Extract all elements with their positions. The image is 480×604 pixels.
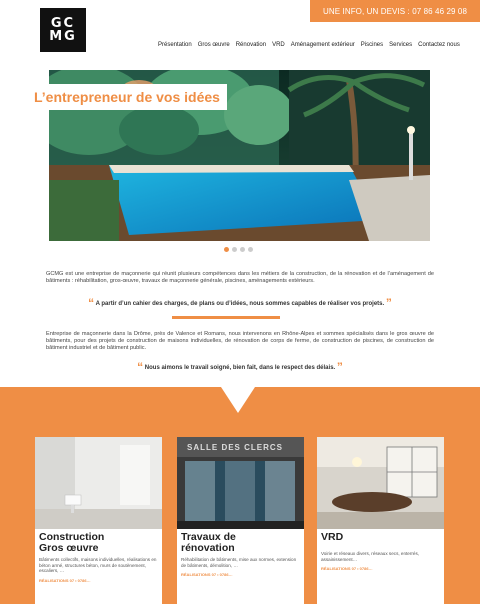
main-nav (158, 42, 460, 48)
intro-quote-1 (60, 296, 420, 310)
slider-dot-4[interactable] (248, 247, 253, 252)
band-notch (221, 387, 255, 413)
slider-dots (224, 247, 253, 252)
hero-title: L’entrepreneur de vos idées (27, 84, 227, 110)
quote-open-icon: “ (88, 296, 95, 310)
card-construction-text: Bâtiments collectifs, maisons individuelles, réalisations en béton armé, structures béton, murs de soutènement, escaliers, … (39, 557, 157, 574)
card-renovation-text: Réhabilitation de bâtiments, mise aux normes, extension de bâtiments, démolition, … (181, 557, 297, 568)
card-renovation-tag[interactable]: RÉALISATIONS 07 • 0786… (181, 572, 233, 578)
card-vrd-tag[interactable]: RÉALISATIONS 07 • 0786… (321, 566, 373, 572)
intro-paragraph-1: GCMG est une entreprise de maçonnerie qui réunit plusieurs compétences dans les métiers de la construction, de la rénovation et de l’aménagement de bâtiments : réhabilitation, gros-œuvre, travaux de maçonnerie générale, piscines, aménagements extérieurs. (46, 271, 434, 284)
card-renovation-title-line2: rénovation (181, 542, 235, 554)
nav-item-vrd[interactable]: VRD (272, 42, 285, 48)
logo-line-2: MG (49, 29, 77, 44)
card-construction-title-line1: Construction (39, 531, 105, 543)
nav-item-services[interactable]: Services (389, 42, 413, 48)
card-construction-tag[interactable]: RÉALISATIONS 07 • 0786… (39, 577, 91, 583)
card-construction[interactable] (35, 437, 162, 604)
card-construction-title-line2: Gros œuvre (39, 542, 99, 554)
intro-quote-2 (60, 360, 420, 374)
contact-banner[interactable]: UNE INFO, UN DEVIS : 07 86 46 29 08 (310, 0, 480, 22)
nav-item-presentation[interactable]: Présentation (158, 42, 192, 48)
intro-paragraph-2: Entreprise de maçonnerie dans la Drôme, près de Valence et Romans, nous intervenons en Rhône-Alpes et sommes spécialisés dans le gros œuvre de bâtiments, pour des projets de construction de maisons individuelles, de rénovation de corps de ferme, de construction de piscines, de construction de bâtiment industriel et de bâtiment public. (46, 331, 434, 351)
slider-dot-2[interactable] (232, 247, 237, 252)
card-renovation-title-line1: Travaux de (181, 531, 236, 543)
nav-item-contact[interactable]: Contactez nous (418, 42, 460, 48)
card-renovation-image (177, 437, 304, 529)
quote-close-icon: ” (336, 360, 343, 374)
card-vrd-title-line1: VRD (321, 531, 344, 543)
quote-open-icon: “ (137, 360, 144, 374)
nav-item-gros-oeuvre[interactable]: Gros œuvre (197, 42, 230, 48)
card-renovation-title (177, 529, 304, 554)
card-construction-image (35, 437, 162, 529)
section-divider (172, 316, 280, 319)
slider-dot-1[interactable] (224, 247, 229, 252)
card-renovation-sign: SALLE DES CLERCS (187, 443, 284, 452)
nav-item-renovation[interactable]: Rénovation (235, 42, 267, 48)
company-logo[interactable] (40, 8, 86, 52)
nav-item-piscines[interactable]: Piscines (360, 42, 384, 48)
logo-line-1: GC (50, 16, 76, 31)
card-vrd-text: Voirie et réseaux divers, réseaux secs, enterrés, assainissement… (321, 551, 420, 562)
card-vrd-title (317, 529, 444, 543)
slider-dot-3[interactable] (240, 247, 245, 252)
nav-item-amenagement-exterieur[interactable]: Aménagement extérieur (290, 42, 355, 48)
quote-1-text: A partir d’un cahier des charges, de plans ou d’idées, nous sommes capables de réaliser vos projets. (95, 301, 385, 307)
quote-2-text: Nous aimons le travail soigné, bien fait, dans le respect des délais. (144, 365, 336, 371)
card-construction-title (35, 529, 162, 554)
card-vrd-image (317, 437, 444, 529)
quote-close-icon: ” (385, 296, 392, 310)
card-renovation[interactable] (177, 437, 304, 604)
card-vrd[interactable] (317, 437, 444, 604)
